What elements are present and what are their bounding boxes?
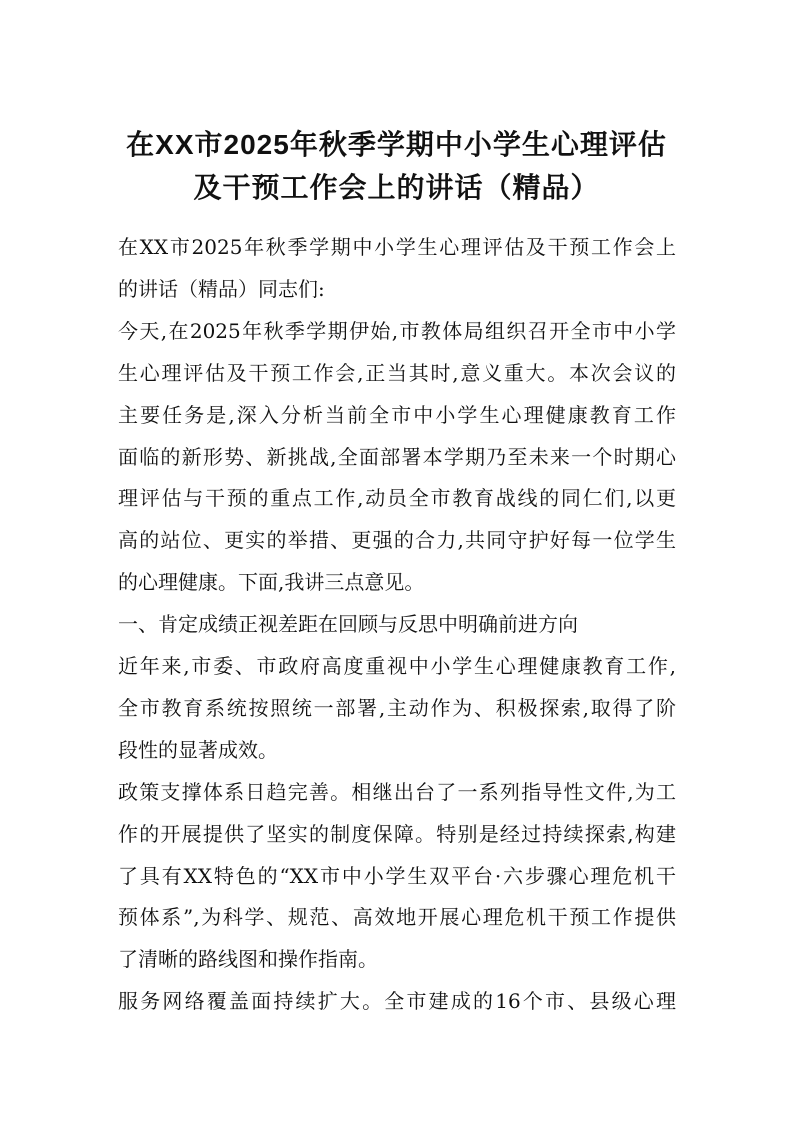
title-line-1: 在XX市2025年秋季学期中小学生心理评估 — [126, 129, 667, 160]
body-text-line: 生心理评估及干预工作会,正当其时,意义重大。本次会议的 — [118, 360, 676, 385]
body-text-line: 面临的新形势、新挑战,全面部署本学期乃至未来一个时期心 — [118, 444, 676, 469]
body-text-line: 作的开展提供了坚实的制度保障。特别是经过持续探索,构建 — [118, 821, 676, 846]
body-text-line: 主要任务是,深入分析当前全市中小学生心理健康教育工作 — [118, 402, 676, 427]
body-text-line: 全市教育系统按照统一部署,主动作为、积极探索,取得了阶 — [118, 695, 676, 720]
body-text-line: 了清晰的路线图和操作指南。 — [118, 947, 378, 972]
body-text-line: 的心理健康。下面,我讲三点意见。 — [118, 570, 425, 595]
body-text-line: 一、肯定成绩正视差距在回顾与反思中明确前进方向 — [118, 612, 578, 637]
body-text-line: 近年来,市委、市政府高度重视中小学生心理健康教育工作, — [118, 654, 676, 678]
body-text-line: 政策支撑体系日趋完善。相继出台了一系列指导性文件,为工 — [118, 779, 676, 804]
body-text-line: 段性的显著成效。 — [118, 737, 278, 762]
body-text-line: 在XX市2025年秋季学期中小学生心理评估及干预工作会上 — [118, 235, 676, 259]
body-text-line: 服务网络覆盖面持续扩大。全市建成的16个市、县级心理 — [118, 989, 676, 1014]
body-text-line: 高的站位、更实的举措、更强的合力,共同守护好每一位学生 — [118, 528, 676, 553]
body-text-line: 了具有XX特色的“XX市中小学生双平台·六步骤心理危机干 — [118, 863, 676, 888]
body-text-line: 预体系”,为科学、规范、高效地开展心理危机干预工作提供 — [118, 905, 676, 930]
body-text-line: 的讲话（精品）同志们: — [118, 276, 325, 301]
title-line-2: 及干预工作会上的讲话（精品） — [193, 172, 600, 203]
body-text-line: 理评估与干预的重点工作,动员全市教育战线的同仁们,以更 — [118, 486, 676, 511]
body-text-line: 今天,在2025年秋季学期伊始,市教体局组织召开全市中小学 — [118, 318, 676, 343]
